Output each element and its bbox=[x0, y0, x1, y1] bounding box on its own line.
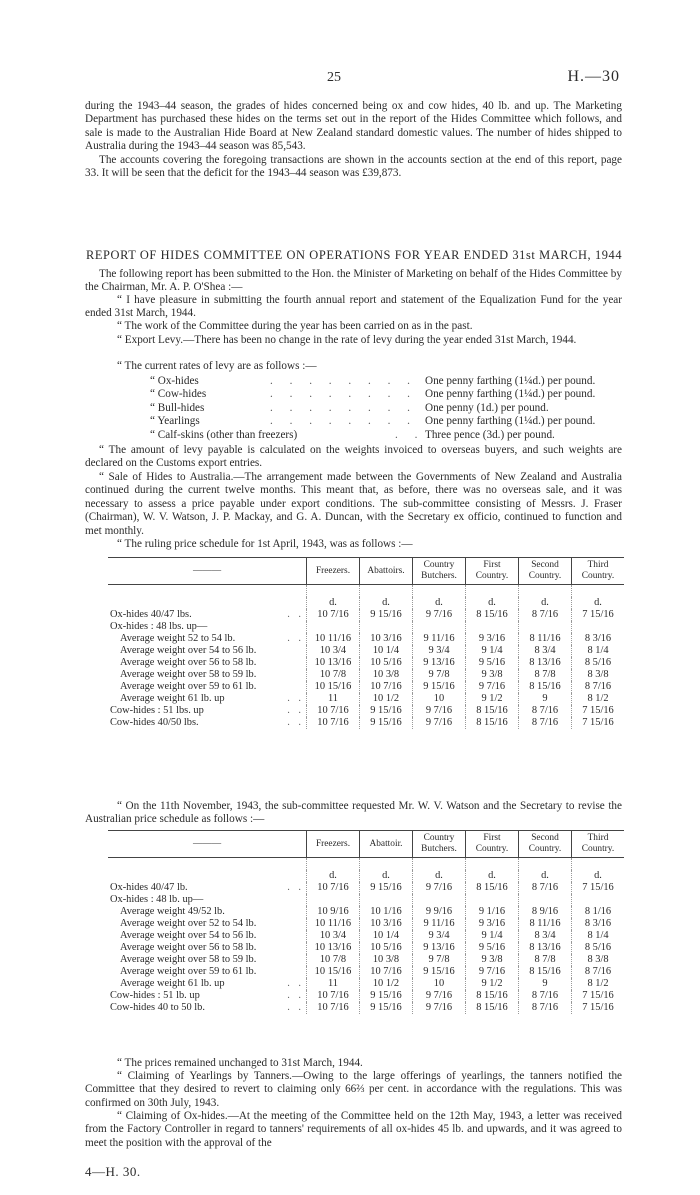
row-label bbox=[108, 693, 307, 705]
price-cell: 9 15/16 bbox=[360, 1002, 413, 1014]
leader-dots: . . bbox=[287, 978, 304, 989]
price-cell: 8 15/16 bbox=[466, 882, 519, 894]
levy-row bbox=[150, 429, 625, 442]
price-cell bbox=[413, 621, 466, 633]
price-cell bbox=[466, 621, 519, 633]
units-label-cell bbox=[108, 870, 307, 882]
price-cell: 8 15/16 bbox=[519, 681, 572, 693]
leader-dots: . . bbox=[287, 693, 304, 704]
row-label-text: Ox-hides : 48 lbs. up— bbox=[110, 621, 208, 632]
price-cell bbox=[572, 894, 625, 906]
price-cell: 9 7/16 bbox=[466, 966, 519, 978]
spacer-cell bbox=[519, 585, 572, 598]
leader-dots: . . . . . . . . bbox=[270, 401, 417, 414]
price-cell: 10 13/16 bbox=[307, 942, 360, 954]
levy-rate: Three pence (3d.) per pound. bbox=[425, 428, 555, 441]
price-cell: 8 15/16 bbox=[466, 717, 519, 729]
price-cell: 9 1/2 bbox=[466, 693, 519, 705]
price-cell: 10 15/16 bbox=[307, 681, 360, 693]
price-cell: 8 3/16 bbox=[572, 918, 625, 930]
row-label bbox=[108, 894, 307, 906]
price-cell: 8 1/4 bbox=[572, 645, 625, 657]
row-label-text: Average weight over 54 to 56 lb. bbox=[120, 930, 257, 941]
price-cell: 10 1/4 bbox=[360, 930, 413, 942]
table-row bbox=[108, 882, 624, 894]
levy-item: “ Ox-hides bbox=[150, 375, 199, 387]
price-cell: 10 7/8 bbox=[307, 669, 360, 681]
column-header: Abattoirs. bbox=[360, 558, 413, 585]
price-schedule-table-2 bbox=[108, 830, 624, 1014]
leader-dots: . . bbox=[395, 428, 425, 441]
levy-row bbox=[150, 415, 625, 428]
price-cell: 9 13/16 bbox=[413, 657, 466, 669]
column-header: Country Butchers. bbox=[413, 558, 466, 585]
bottom-paragraph-2: “ Claiming of Yearlings by Tanners.—Owing to the large offerings of yearlings, the tanners notified the Committee that they desired to revert to claiming only 66⅔ per cent. in accordance with the regulations. This was confirmed on 30th July, 1943. bbox=[85, 1070, 622, 1109]
levy-rate: One penny (1d.) per pound. bbox=[425, 401, 549, 414]
price-cell: 9 7/16 bbox=[413, 990, 466, 1002]
price-cell: 10 13/16 bbox=[307, 657, 360, 669]
intro-paragraph-2: “ I have pleasure in submitting the fourth annual report and statement of the Equalization Fund for the year ended 31st March, 1944. bbox=[85, 294, 622, 320]
leader-dots: . . bbox=[287, 717, 304, 728]
price-cell bbox=[519, 621, 572, 633]
unit-cell: d. bbox=[360, 870, 413, 882]
price-cell: 8 7/16 bbox=[519, 882, 572, 894]
price-cell: 8 13/16 bbox=[519, 942, 572, 954]
price-cell: 10 3/4 bbox=[307, 930, 360, 942]
page-footer: 4—H. 30. bbox=[85, 1164, 141, 1179]
unit-cell: d. bbox=[519, 870, 572, 882]
row-label-text: Ox-hides 40/47 lbs. bbox=[110, 609, 192, 620]
price-cell: 10 7/16 bbox=[360, 966, 413, 978]
levy-item: “ Calf-skins (other than freezers) bbox=[150, 428, 298, 441]
paragraph-top-1: during the 1943–44 season, the grades of hides concerned being ox and cow hides, 40 lb. and up. The Marketing Department has purchased these hides on the terms set out in the report of the Hides Committee which follows, and sale is made to the Australian Hide Board at New Zealand standard domestic values. The number of hides shipped to Australia during the 1943–44 season was 85,543. bbox=[85, 100, 622, 153]
levy-row bbox=[150, 388, 625, 401]
price-cell: 9 3/4 bbox=[413, 645, 466, 657]
levy-calculation-paragraph: “ The amount of levy payable is calculated on the weights invoiced to overseas buyers, and such weights are declared on the Customs export entries. bbox=[85, 444, 622, 470]
price-table-body bbox=[108, 585, 624, 730]
price-cell: 7 15/16 bbox=[572, 717, 625, 729]
unit-cell: d. bbox=[466, 870, 519, 882]
column-header: Country Butchers. bbox=[413, 831, 466, 858]
row-label bbox=[108, 918, 307, 930]
price-cell: 9 7/8 bbox=[413, 669, 466, 681]
price-cell: 8 7/16 bbox=[519, 1002, 572, 1014]
price-cell: 9 15/16 bbox=[360, 990, 413, 1002]
price-cell: 9 1/2 bbox=[466, 978, 519, 990]
price-cell: 8 7/16 bbox=[519, 990, 572, 1002]
row-label-text: Average weight over 58 to 59 lb. bbox=[120, 954, 257, 965]
price-cell: 10 15/16 bbox=[307, 966, 360, 978]
price-cell: 10 bbox=[413, 978, 466, 990]
price-cell bbox=[307, 894, 360, 906]
levy-row bbox=[150, 375, 625, 388]
intro-paragraph-3: “ The work of the Committee during the year has been carried on as in the past. bbox=[117, 320, 473, 332]
intro-paragraph-4: “ Export Levy.—There has been no change in the rate of levy during the year ended 31st March, 1944. bbox=[117, 334, 577, 346]
table-row bbox=[108, 633, 624, 645]
price-cell: 10 7/16 bbox=[307, 990, 360, 1002]
price-cell: 9 1/4 bbox=[466, 930, 519, 942]
levy-rate: One penny farthing (1¼d.) per pound. bbox=[425, 415, 596, 428]
sale-to-australia-paragraph: “ Sale of Hides to Australia.—The arrangement made between the Governments of New Zealand and Australia continued during the current twelve months. This meant that, as before, there was no overseas sale, and it was necessary to assess a price payable under export conditions. The sub-committee consisting of Messrs. J. Fraser (Chairman), W. V. Watson, J. P. Mackay, and G. A. Duncan, with the Secretary ex officio, continued to function and met monthly. bbox=[85, 471, 622, 537]
row-label bbox=[108, 906, 307, 918]
price-cell: 8 11/16 bbox=[519, 918, 572, 930]
intro-paragraph-1: The following report has been submitted to the Hon. the Minister of Marketing on behalf of the Hides Committee by the Chairman, Mr. A. P. O'Shea :— bbox=[85, 268, 622, 294]
table-row bbox=[108, 942, 624, 954]
table-spacer-row bbox=[108, 858, 624, 871]
price-cell: 9 5/16 bbox=[466, 942, 519, 954]
price-cell: 10 7/16 bbox=[307, 882, 360, 894]
price-cell bbox=[413, 894, 466, 906]
price-cell: 8 9/16 bbox=[519, 906, 572, 918]
levy-rate: One penny farthing (1¼d.) per pound. bbox=[425, 375, 596, 387]
price-cell: 11 bbox=[307, 693, 360, 705]
bottom-paragraph-3: “ Claiming of Ox-hides.—At the meeting of the Committee held on the 12th May, 1943, a letter was received from the Factory Controller in regard to tanners' requirements of all ox-hides 45 lb. and upwards, and it was agreed to meet the position with the approval of the bbox=[85, 1110, 622, 1149]
price-cell: 8 15/16 bbox=[466, 609, 519, 621]
price-cell: 10 3/16 bbox=[360, 918, 413, 930]
spacer-cell bbox=[108, 585, 307, 598]
price-cell: 10 1/2 bbox=[360, 693, 413, 705]
price-cell: 9 7/16 bbox=[413, 882, 466, 894]
row-label bbox=[108, 633, 307, 645]
unit-cell: d. bbox=[413, 597, 466, 609]
row-label-text: Ox-hides 40/47 lb. bbox=[110, 882, 188, 893]
row-label bbox=[108, 990, 307, 1002]
price-cell: 9 15/16 bbox=[413, 681, 466, 693]
row-label bbox=[108, 966, 307, 978]
price-cell: 9 13/16 bbox=[413, 942, 466, 954]
row-label-text: Ox-hides : 48 lb. up— bbox=[110, 894, 204, 905]
price-cell: 7 15/16 bbox=[572, 609, 625, 621]
table-row bbox=[108, 906, 624, 918]
spacer-cell bbox=[572, 858, 625, 871]
price-cell: 8 11/16 bbox=[519, 633, 572, 645]
row-label bbox=[108, 978, 307, 990]
table-spacer-row bbox=[108, 585, 624, 598]
price-cell: 9 15/16 bbox=[413, 966, 466, 978]
row-label-text: Average weight 52 to 54 lb. bbox=[120, 633, 236, 644]
price-cell: 8 13/16 bbox=[519, 657, 572, 669]
price-cell: 9 9/16 bbox=[413, 906, 466, 918]
price-cell: 10 3/8 bbox=[360, 954, 413, 966]
price-cell: 9 7/16 bbox=[413, 609, 466, 621]
price-cell: 10 7/16 bbox=[307, 609, 360, 621]
row-label-text: Cow-hides 40 to 50 lb. bbox=[110, 1002, 205, 1013]
table-row bbox=[108, 717, 624, 729]
row-label bbox=[108, 621, 307, 633]
bottom-paragraph-1: “ The prices remained unchanged to 31st March, 1944. bbox=[117, 1057, 363, 1069]
leader-dots: . . bbox=[287, 705, 304, 716]
price-cell bbox=[466, 894, 519, 906]
spacer-cell bbox=[360, 585, 413, 598]
price-cell bbox=[360, 621, 413, 633]
table-row bbox=[108, 645, 624, 657]
levy-row bbox=[150, 402, 625, 415]
price-table-body bbox=[108, 858, 624, 1015]
spacer-cell bbox=[466, 858, 519, 871]
row-label bbox=[108, 1002, 307, 1014]
spacer-cell bbox=[108, 858, 307, 871]
price-cell: 9 15/16 bbox=[360, 705, 413, 717]
price-cell: 10 3/4 bbox=[307, 645, 360, 657]
price-cell bbox=[360, 894, 413, 906]
price-cell: 9 3/16 bbox=[466, 918, 519, 930]
revision-paragraph: “ On the 11th November, 1943, the sub-committee requested Mr. W. V. Watson and the Secretary to revise the Australian price schedule as follows :— bbox=[85, 800, 622, 826]
price-cell: 9 15/16 bbox=[360, 609, 413, 621]
price-cell: 10 1/2 bbox=[360, 978, 413, 990]
row-label bbox=[108, 645, 307, 657]
spacer-cell bbox=[307, 858, 360, 871]
price-cell: 8 7/16 bbox=[572, 681, 625, 693]
table-row bbox=[108, 930, 624, 942]
spacer-cell bbox=[413, 858, 466, 871]
levy-rates-list bbox=[150, 375, 625, 442]
price-cell: 8 15/16 bbox=[466, 1002, 519, 1014]
column-header: First Country. bbox=[466, 831, 519, 858]
price-cell bbox=[572, 621, 625, 633]
spacer-cell bbox=[466, 585, 519, 598]
price-cell: 9 1/4 bbox=[466, 645, 519, 657]
row-label-text: Average weight 61 lb. up bbox=[120, 693, 225, 704]
units-row bbox=[108, 870, 624, 882]
price-cell: 10 bbox=[413, 693, 466, 705]
paragraph-top-2: The accounts covering the foregoing transactions are shown in the accounts section at the end of this report, page 33. It will be seen that the deficit for the 1943–44 season was £39,873. bbox=[85, 154, 622, 180]
price-cell: 7 15/16 bbox=[572, 705, 625, 717]
leader-dots: . . . . . . . . bbox=[270, 375, 417, 387]
price-cell: 10 11/16 bbox=[307, 633, 360, 645]
table-row bbox=[108, 894, 624, 906]
price-cell: 10 7/16 bbox=[307, 1002, 360, 1014]
price-cell: 8 15/16 bbox=[519, 966, 572, 978]
levy-item: “ Bull-hides bbox=[150, 401, 205, 414]
table-row bbox=[108, 1002, 624, 1014]
row-label-text: Average weight over 59 to 61 lb. bbox=[120, 681, 257, 692]
unit-cell: d. bbox=[572, 597, 625, 609]
row-label bbox=[108, 609, 307, 621]
row-label-text: Average weight over 56 to 58 lb. bbox=[120, 657, 257, 668]
unit-cell: d. bbox=[307, 597, 360, 609]
price-cell: 9 15/16 bbox=[360, 717, 413, 729]
spacer-cell bbox=[519, 858, 572, 871]
leader-dots: . . . . . . . . bbox=[270, 415, 417, 428]
row-label-text: Average weight 61 lb. up bbox=[120, 978, 225, 989]
page-number: 25 bbox=[327, 70, 341, 85]
price-schedule-table-1 bbox=[108, 557, 624, 729]
price-cell: 8 3/16 bbox=[572, 633, 625, 645]
price-cell: 9 3/8 bbox=[466, 669, 519, 681]
price-cell: 9 3/16 bbox=[466, 633, 519, 645]
ruling-price-intro: “ The ruling price schedule for 1st April, 1943, was as follows :— bbox=[117, 538, 413, 550]
table-row bbox=[108, 918, 624, 930]
price-cell: 9 11/16 bbox=[413, 633, 466, 645]
price-cell: 11 bbox=[307, 978, 360, 990]
table-row bbox=[108, 705, 624, 717]
row-label-text: Average weight over 54 to 56 lb. bbox=[120, 645, 257, 656]
levy-rate: One penny farthing (1¼d.) per pound. bbox=[425, 388, 596, 401]
table-row bbox=[108, 978, 624, 990]
price-cell: 9 1/16 bbox=[466, 906, 519, 918]
price-cell: 10 7/16 bbox=[360, 681, 413, 693]
price-cell bbox=[307, 621, 360, 633]
price-cell: 8 1/16 bbox=[572, 906, 625, 918]
price-cell: 8 1/4 bbox=[572, 930, 625, 942]
column-header: Freezers. bbox=[307, 831, 360, 858]
leader-dots: . . bbox=[287, 609, 304, 620]
table-dash: ——— bbox=[192, 565, 222, 576]
levy-item: “ Yearlings bbox=[150, 415, 200, 428]
price-cell: 10 7/16 bbox=[307, 717, 360, 729]
price-cell: 8 7/16 bbox=[519, 717, 572, 729]
row-label-text: Average weight over 56 to 58 lb. bbox=[120, 942, 257, 953]
unit-cell: d. bbox=[519, 597, 572, 609]
price-cell: 9 15/16 bbox=[360, 882, 413, 894]
price-cell: 9 3/8 bbox=[466, 954, 519, 966]
unit-cell: d. bbox=[360, 597, 413, 609]
price-cell: 10 1/4 bbox=[360, 645, 413, 657]
table-row bbox=[108, 609, 624, 621]
price-cell: 8 15/16 bbox=[466, 990, 519, 1002]
spacer-cell bbox=[307, 585, 360, 598]
price-cell: 8 5/16 bbox=[572, 657, 625, 669]
price-cell: 8 5/16 bbox=[572, 942, 625, 954]
price-cell: 8 1/2 bbox=[572, 693, 625, 705]
price-cell: 9 7/16 bbox=[466, 681, 519, 693]
price-cell: 10 3/16 bbox=[360, 633, 413, 645]
price-cell: 7 15/16 bbox=[572, 882, 625, 894]
row-label-text: Average weight 49/52 lb. bbox=[120, 906, 225, 917]
unit-cell: d. bbox=[307, 870, 360, 882]
price-cell: 10 9/16 bbox=[307, 906, 360, 918]
leader-dots: . . bbox=[287, 882, 304, 893]
price-cell: 8 15/16 bbox=[466, 705, 519, 717]
column-header: Abattoir. bbox=[360, 831, 413, 858]
leader-dots: . . bbox=[287, 633, 304, 644]
table-row bbox=[108, 990, 624, 1002]
row-label bbox=[108, 657, 307, 669]
price-cell: 9 bbox=[519, 978, 572, 990]
price-cell: 8 3/4 bbox=[519, 645, 572, 657]
row-label bbox=[108, 717, 307, 729]
column-header: Third Country. bbox=[572, 831, 625, 858]
table-row bbox=[108, 681, 624, 693]
levy-item: “ Cow-hides bbox=[150, 388, 207, 401]
price-cell: 9 5/16 bbox=[466, 657, 519, 669]
price-cell: 10 7/16 bbox=[307, 705, 360, 717]
price-cell: 10 11/16 bbox=[307, 918, 360, 930]
price-cell: 8 7/8 bbox=[519, 954, 572, 966]
price-cell: 8 3/8 bbox=[572, 954, 625, 966]
leader-dots: . . bbox=[287, 990, 304, 1001]
row-label bbox=[108, 669, 307, 681]
price-cell: 9 3/4 bbox=[413, 930, 466, 942]
price-cell: 10 7/8 bbox=[307, 954, 360, 966]
spacer-cell bbox=[572, 585, 625, 598]
row-label bbox=[108, 681, 307, 693]
table-dash: ——— bbox=[192, 838, 222, 849]
table-row bbox=[108, 966, 624, 978]
price-cell bbox=[519, 894, 572, 906]
price-cell: 9 bbox=[519, 693, 572, 705]
column-header: Second Country. bbox=[519, 831, 572, 858]
unit-cell: d. bbox=[466, 597, 519, 609]
row-label-text: Cow-hides : 51 lb. up bbox=[110, 990, 200, 1001]
price-cell: 9 7/16 bbox=[413, 717, 466, 729]
units-row bbox=[108, 597, 624, 609]
price-cell: 8 3/4 bbox=[519, 930, 572, 942]
spacer-cell bbox=[413, 585, 466, 598]
column-header: Third Country. bbox=[572, 558, 625, 585]
price-cell: 9 11/16 bbox=[413, 918, 466, 930]
price-cell: 8 3/8 bbox=[572, 669, 625, 681]
price-cell: 8 7/8 bbox=[519, 669, 572, 681]
price-cell: 10 3/8 bbox=[360, 669, 413, 681]
price-cell: 9 7/8 bbox=[413, 954, 466, 966]
price-cell: 8 7/16 bbox=[572, 966, 625, 978]
intro-paragraph-5: “ The current rates of levy are as follows :— bbox=[117, 360, 317, 372]
table-row bbox=[108, 693, 624, 705]
price-cell: 10 1/16 bbox=[360, 906, 413, 918]
column-header: First Country. bbox=[466, 558, 519, 585]
row-label bbox=[108, 930, 307, 942]
price-cell: 7 15/16 bbox=[572, 1002, 625, 1014]
price-cell: 10 5/16 bbox=[360, 942, 413, 954]
table-row bbox=[108, 657, 624, 669]
unit-cell: d. bbox=[413, 870, 466, 882]
leader-dots: . . . . . . . . bbox=[270, 388, 417, 401]
price-cell: 9 7/16 bbox=[413, 1002, 466, 1014]
column-header: Freezers. bbox=[307, 558, 360, 585]
section-title: REPORT OF HIDES COMMITTEE ON OPERATIONS FOR YEAR ENDED 31st MARCH, 1944 bbox=[86, 248, 623, 262]
document-reference: H.—30 bbox=[567, 68, 620, 85]
leader-dots: . . bbox=[287, 1002, 304, 1013]
price-cell: 7 15/16 bbox=[572, 990, 625, 1002]
row-label-text: Average weight over 59 to 61 lb. bbox=[120, 966, 257, 977]
row-label bbox=[108, 882, 307, 894]
row-label-text: Cow-hides 40/50 lbs. bbox=[110, 717, 199, 728]
row-label-text: Average weight over 52 to 54 lb. bbox=[120, 918, 257, 929]
price-cell: 8 7/16 bbox=[519, 705, 572, 717]
row-label-text: Average weight over 58 to 59 lb. bbox=[120, 669, 257, 680]
price-cell: 9 7/16 bbox=[413, 705, 466, 717]
row-label bbox=[108, 942, 307, 954]
price-cell: 8 1/2 bbox=[572, 978, 625, 990]
row-label-text: Cow-hides : 51 lbs. up bbox=[110, 705, 204, 716]
table-row bbox=[108, 954, 624, 966]
row-label bbox=[108, 954, 307, 966]
price-cell: 10 5/16 bbox=[360, 657, 413, 669]
unit-cell: d. bbox=[572, 870, 625, 882]
table-row bbox=[108, 621, 624, 633]
table-row bbox=[108, 669, 624, 681]
units-label-cell bbox=[108, 597, 307, 609]
row-label bbox=[108, 705, 307, 717]
column-header: Second Country. bbox=[519, 558, 572, 585]
spacer-cell bbox=[360, 858, 413, 871]
price-cell: 8 7/16 bbox=[519, 609, 572, 621]
